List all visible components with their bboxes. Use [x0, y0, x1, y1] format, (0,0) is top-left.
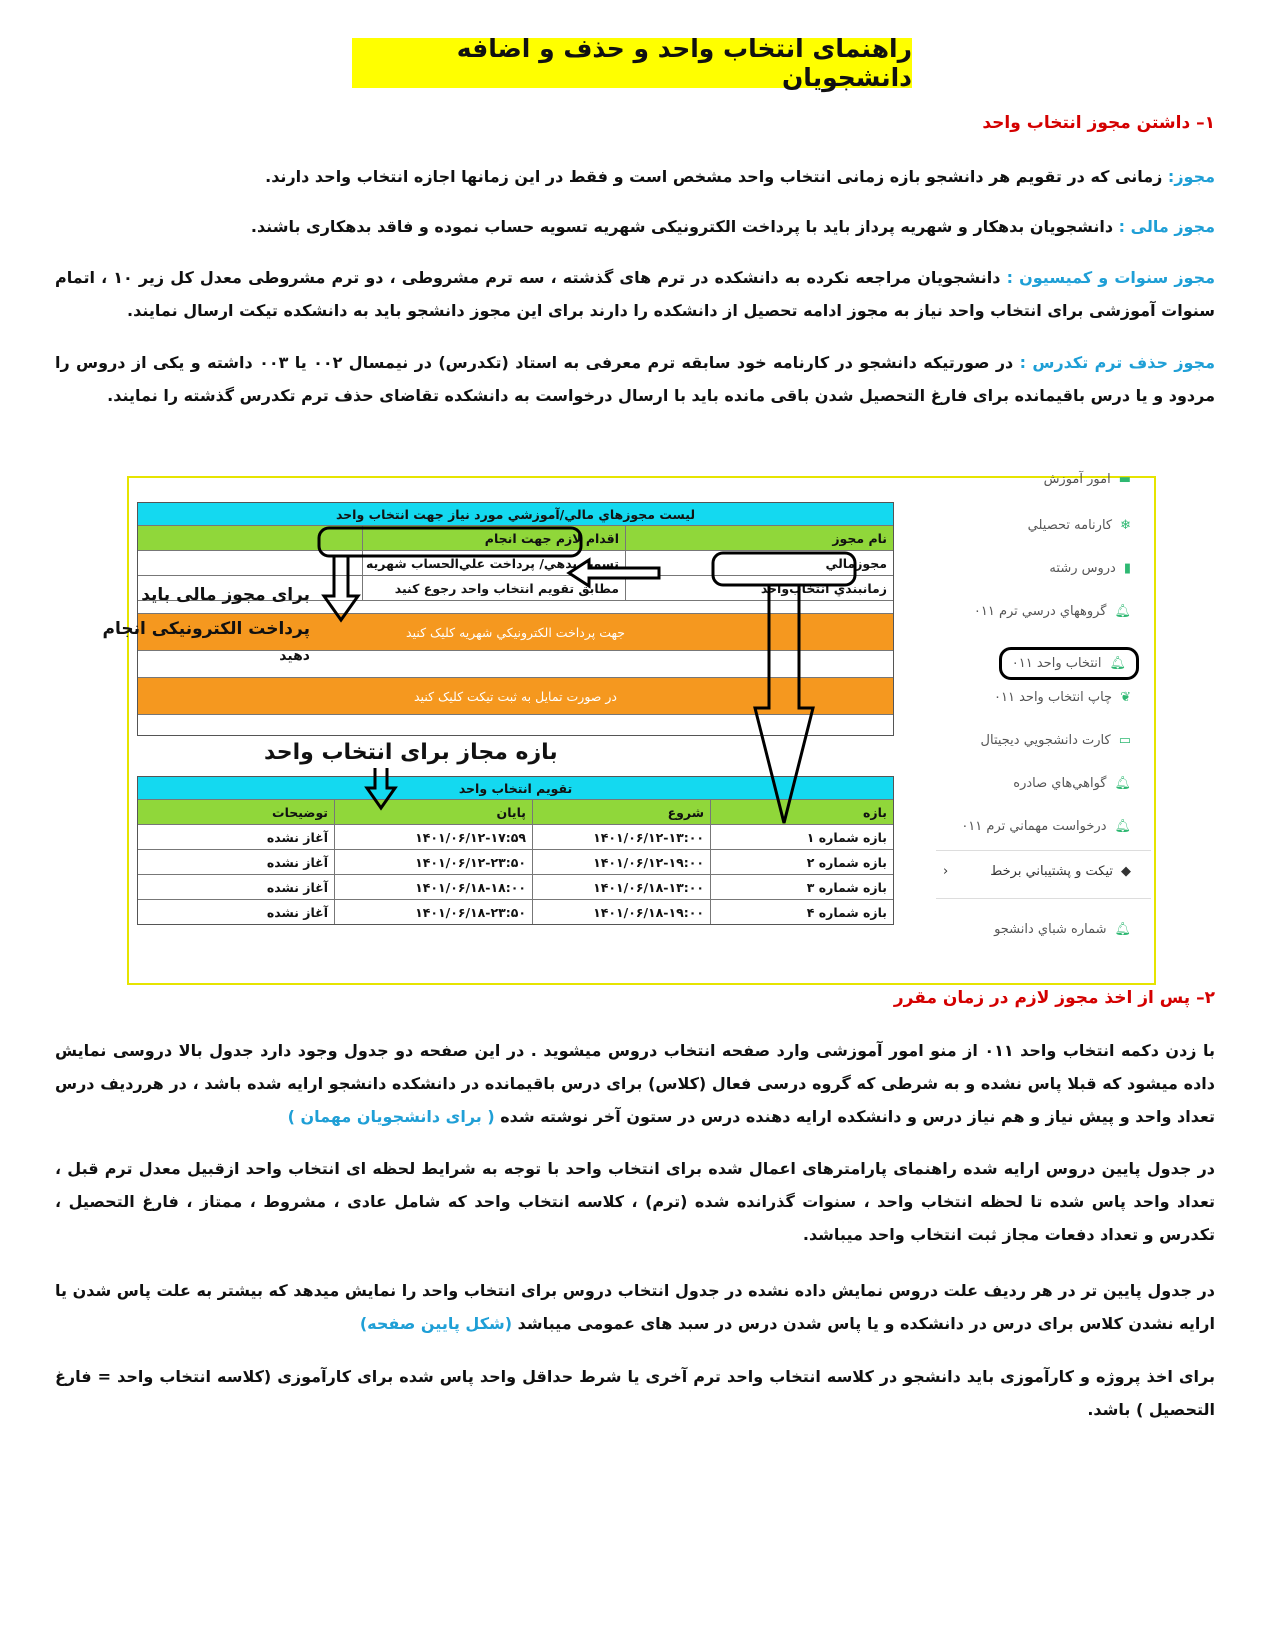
paragraph-selection-page	[55, 1034, 1215, 1133]
cell-end: ۱۴۰۱/۰۶/۱۲-۲۳:۵۰	[334, 850, 532, 874]
paragraph-permit	[55, 160, 1215, 193]
paragraph-single-course-permit	[55, 346, 1215, 412]
submit-ticket-label: در صورت تمايل به ثبت تيكت كليک كنيد	[138, 678, 893, 714]
sidebar-item-sheba[interactable]	[994, 922, 1131, 937]
arrow-left	[569, 560, 659, 586]
chevron-left-icon[interactable]: ‹	[943, 864, 949, 879]
cell-end: ۱۴۰۱/۰۶/۱۲-۱۷:۵۹	[334, 825, 532, 849]
commission-permit-label: مجوز سنوات و کمیسیون :	[1006, 268, 1216, 287]
cell-description: آغاز نشده	[266, 879, 328, 895]
sidebar-divider	[936, 850, 1151, 851]
sidebar-item-transcript[interactable]	[1028, 518, 1131, 533]
cell-end: ۱۴۰۱/۰۶/۱۸-۲۳:۵۰	[334, 900, 532, 924]
parameters-text: در جدول پایین دروس ارایه شده راهنمای پارامترهای اعمال شده برای انتخاب واحد با توجه به شرایط لحظه ای انتخاب واحد ازقبیل معدل ترم قبل ، تعداد واحد پاس شده تا لحظه انتخاب واحد ، سنوات گذرانده شده (ترم) ، کلاسه انتخاب واحد که شامل عادی ، مشروط ، ممتاز ، فارغ التحصیل ، تکدرس و تعداد دفعات مجاز ثبت انتخاب واحد میباشد.	[55, 1159, 1215, 1244]
paragraph-project-internship	[55, 1360, 1215, 1426]
col-end: پايان	[334, 800, 532, 824]
sidebar-label: كارت دانشجويي ديجيتال	[980, 733, 1111, 748]
sidebar-item-certificates[interactable]	[1013, 776, 1131, 791]
bookmark-icon: ▮	[1123, 561, 1131, 576]
cell-description: آغاز نشده	[266, 854, 328, 870]
sidebar-item-guest-request[interactable]	[961, 819, 1131, 834]
sidebar-label: درخواست مهماني ترم ۰۱۱	[961, 819, 1107, 834]
sidebar-label: گروههاي درسي ترم ۰۱۱	[973, 604, 1107, 619]
annotation-overlay	[102, 478, 929, 983]
note-financial-line1: برای مجوز مالی باید	[141, 585, 310, 605]
sidebar-item-print-selection[interactable]	[994, 690, 1131, 705]
col-required-action: اقدام لازم جهت انجام	[362, 526, 625, 550]
section2-heading: ۲– پس از اخذ مجوز لازم در زمان مقرر	[893, 988, 1215, 1008]
group-icon: ❦	[1120, 690, 1131, 705]
cell-interval: بازه شماره ۲	[710, 850, 893, 874]
snowflake-icon: ❄	[1120, 518, 1131, 533]
arrow-down-calendar	[367, 768, 395, 808]
sidebar-item-course-groups[interactable]	[974, 604, 1131, 619]
permit-action-schedule: مطابق تقويم انتخاب واحد رجوع كنيد	[362, 576, 625, 600]
sidebar-label: انتخاب واحد ۰۱۱	[1011, 656, 1102, 671]
cell-interval: بازه شماره ۳	[710, 875, 893, 899]
col-start: شروع	[532, 800, 710, 824]
sidebar-item-support[interactable]	[990, 864, 1131, 879]
cell-description: آغاز نشده	[266, 904, 328, 920]
note-financial-line2: پرداخت الکترونیکی انجام	[102, 619, 310, 639]
sidebar-label: دروس رشته	[1049, 561, 1116, 576]
cell-description: آغاز نشده	[266, 829, 328, 845]
bell-icon: 🔔︎	[1114, 776, 1131, 791]
permit-name-financial: مجوزمالي	[625, 551, 893, 575]
note-allowed-interval: بازه مجاز برای انتخاب واحد	[264, 740, 558, 765]
commission-permit-text: دانشجویان مراجعه نکرده به دانشکده در ترم های گذشته ، سه ترم مشروطی ، دو ترم مشروطی معدل کل زیر ۱۰ ، اتمام سنوات آموزشی برای انتخاب واحد نیاز به مجوز ادامه تحصیل از دانشکده را دارند برای این مجوز دانشجو باید به دانشکده تیکت ارسال نمایند.	[55, 268, 1215, 320]
single-course-permit-text: در صورتیکه دانشجو در کارنامه خود سابقه ترم معرفی به استاد (تکدرس) در نیمسال ۰۰۲ یا ۰۰۳ داشته و یکی از دروس را مردود و یا درس باقیمانده برای فارغ التحصیل شدن باقی مانده باید با ارسال درخواست به دانشکده تقاضای حذف ترم تکدرس گذشته را نمایند.	[55, 353, 1215, 405]
selection-page-text: با زدن دکمه انتخاب واحد ۰۱۱ از منو امور آموزشی وارد صفحه انتخاب دروس میشوید . در این صفحه دو جدول وجود دارد جدول بالا دروسی نمایش داده میشود که قبلا پاس نشده و به شرطی که گروه درسی فعال (کلاس) برای درس باقیمانده در دانشکده دانشجو ارایه شده باشد ، در هرردیف درس تعداد واحد و پیش نیاز و هم نیاز درس و دانشکده ارایه دهنده درس در ستون آخر نوشته شده	[55, 1041, 1216, 1126]
sidebar	[929, 472, 1151, 983]
figure-reference: (شکل پایین صفحه)	[359, 1314, 518, 1333]
financial-permit-text: دانشجویان بدهکار و شهریه پرداز باید با پرداخت الکترونیکی شهریه تسویه حساب نموده و فاقد بدهکاری باشند.	[250, 217, 1119, 236]
col-interval: بازه	[710, 800, 893, 824]
page-title: راهنمای انتخاب واحد و حذف و اضافه دانشجویان	[352, 38, 912, 88]
section1-heading: ۱– داشتن مجوز انتخاب واحد	[982, 113, 1215, 133]
system-screenshot	[102, 472, 1156, 985]
bell-icon: 🔔︎	[1114, 819, 1131, 834]
permit-label: مجوز:	[1167, 167, 1215, 186]
calendar-table-title: تقويم انتخاب واحد	[138, 777, 893, 799]
hidden-courses-text: در جدول پایین تر در هر ردیف علت دروس نمایش داده نشده در جدول انتخاب دروس برای انتخاب واحد را نمایش میدهد که بیشتر به علت پاس شدن یا ارایه نشدن کلاس برای درس در دانشکده و یا پاس شدن درس در سبد های عمومی میباشد	[55, 1281, 1215, 1333]
callout-schedule-permit	[713, 553, 855, 585]
permit-action-financial: تسويه بدهي/ پرداخت علي‌الحساب شهريه	[362, 551, 625, 575]
permits-table-title: ليست مجوزهاي مالي/آموزشي مورد نياز جهت انتخاب واحد	[138, 503, 893, 525]
sidebar-divider	[936, 898, 1151, 899]
cell-start: ۱۴۰۱/۰۶/۱۸-۱۳:۰۰	[532, 875, 710, 899]
paragraph-parameters	[55, 1152, 1215, 1251]
cell-start: ۱۴۰۱/۰۶/۱۲-۱۹:۰۰	[532, 850, 710, 874]
arrow-down-large	[755, 586, 813, 823]
single-course-permit-label: مجوز حذف ترم تکدرس :	[1019, 353, 1216, 372]
arrow-down-small	[324, 556, 358, 620]
cell-start: ۱۴۰۱/۰۶/۱۲-۱۳:۰۰	[532, 825, 710, 849]
guest-students-note: ( برای دانشجویان مهمان )	[287, 1107, 501, 1126]
sidebar-label: كارنامه تحصيلي	[1027, 518, 1113, 533]
paragraph-hidden-courses	[55, 1274, 1215, 1340]
sidebar-label: گواهي‌هاي صادره	[1013, 776, 1107, 791]
note-financial-line3: دهید	[279, 648, 310, 664]
sidebar-label: تيكت و پشتيباني برخط	[990, 864, 1113, 879]
bell-icon: 🔔︎	[1114, 922, 1131, 937]
paragraph-commission-permit	[55, 261, 1215, 327]
folder-icon: ▬	[1118, 472, 1131, 487]
sidebar-item-courses[interactable]	[1049, 561, 1131, 576]
sidebar-item-course-selection[interactable]	[999, 647, 1139, 680]
cell-end: ۱۴۰۱/۰۶/۱۸-۱۸:۰۰	[334, 875, 532, 899]
project-internship-text: برای اخذ پروژه و کارآموزی باید دانشجو در کلاسه انتخاب واحد ترم آخری یا شرط حداقل واحد پاس شده برای کارآموزی (کلاسه انتخاب واحد = فارغ التحصیل ) باشد.	[55, 1367, 1215, 1419]
callout-financial-action	[319, 528, 581, 556]
bell-icon: 🔔︎	[1109, 656, 1126, 671]
permit-text: زمانی که در تقویم هر دانشجو بازه زمانی انتخاب واحد مشخص است و فقط در این زمانها اجازه انتخاب واحد دارند.	[265, 167, 1168, 186]
pay-tuition-label: جهت پرداخت الكترونيكي شهريه كليک كنيد	[138, 614, 893, 650]
sidebar-label: امور آموزش	[1043, 472, 1111, 487]
sidebar-item-digital-card[interactable]	[981, 733, 1131, 748]
card-icon: ▭	[1118, 733, 1131, 748]
permit-name-schedule: زمانبندي انتخاب‌واحد	[625, 576, 893, 600]
sidebar-label: شماره شباي دانشجو	[994, 922, 1107, 937]
tag-icon: ◆	[1121, 864, 1131, 879]
cell-interval: بازه شماره ۴	[710, 900, 893, 924]
paragraph-financial-permit	[55, 210, 1215, 243]
sidebar-label: چاپ انتخاب واحد ۰۱۱	[994, 690, 1113, 705]
col-description: توضيحات	[138, 800, 334, 824]
financial-permit-label: مجوز مالی :	[1118, 217, 1215, 236]
bell-icon: 🔔︎	[1114, 604, 1131, 619]
cell-start: ۱۴۰۱/۰۶/۱۸-۱۹:۰۰	[532, 900, 710, 924]
col-permit-name: نام مجوز	[625, 526, 893, 550]
sidebar-item-education[interactable]	[1044, 472, 1131, 487]
cell-interval: بازه شماره ۱	[710, 825, 893, 849]
